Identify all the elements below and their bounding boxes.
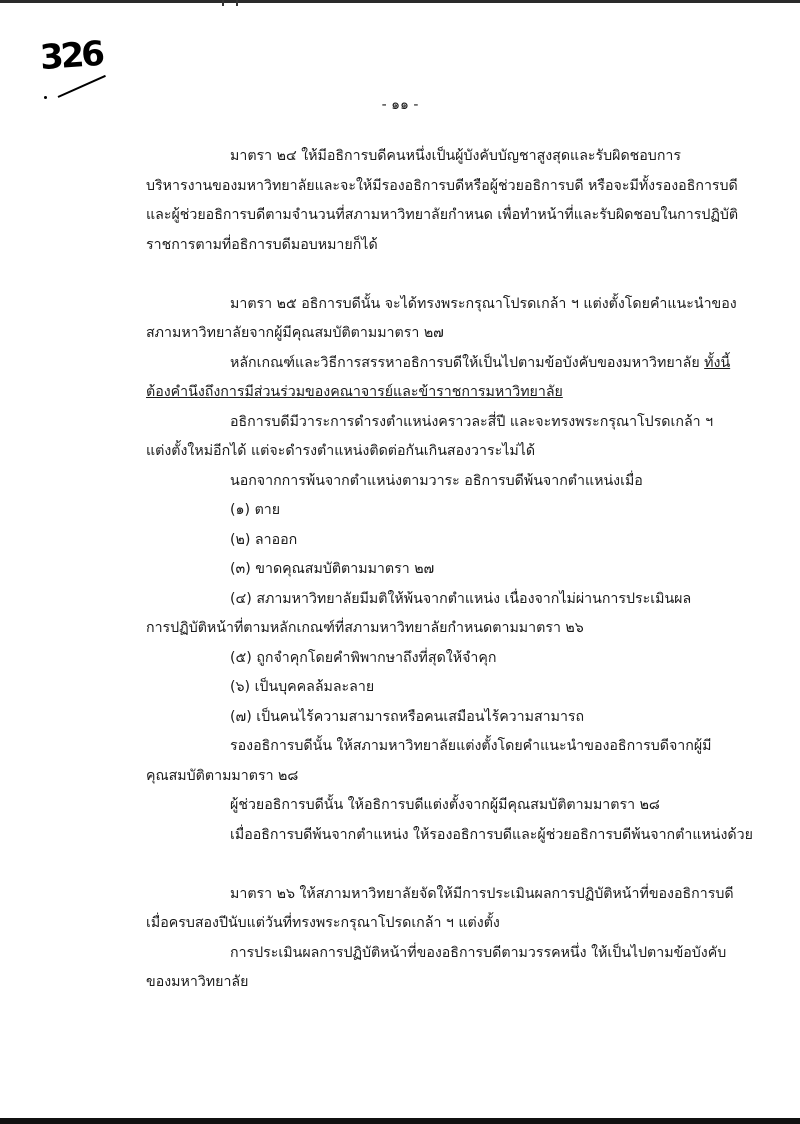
section-26-paragraph-line: มาตรา ๒๖ ให้สภามหาวิทยาลัยจัดให้มีการประเมินผลการปฏิบัติหน้าที่ของอธิการบดี [230, 885, 734, 902]
paragraph-gap [146, 260, 736, 290]
section-25-paragraph-line: นอกจากการพ้นจากตำแหน่งตามวาระ อธิการบดีพ้นจากตำแหน่งเมื่อ [230, 472, 643, 489]
scan-tick-mark [236, 0, 238, 6]
section-24-paragraph-line: ราชการตามที่อธิการบดีมอบหมายก็ได้ [146, 236, 378, 253]
section-25-paragraph-line: คุณสมบัติตามมาตรา ๒๘ [146, 767, 299, 784]
section-25-paragraph-line: เมื่ออธิการบดีพ้นจากตำแหน่ง ให้รองอธิการบดีและผู้ช่วยอธิการบดีพ้นจากตำแหน่งด้วย [230, 826, 753, 843]
section-26-paragraph-line: เมื่อครบสองปีนับแต่วันที่ทรงพระกรุณาโปรดเกล้า ฯ แต่งตั้ง [146, 915, 500, 931]
underlined-paragraph-line: ต้องคำนึงถึงการมีส่วนร่วมของคณาจารย์และข้าราชการมหาวิทยาลัย [146, 384, 563, 400]
paragraph-text: หลักเกณฑ์และวิธีการสรรหาอธิการบดีให้เป็นไปตามข้อบังคับของมหาวิทยาลัย [230, 354, 705, 371]
scan-tick-mark [222, 0, 224, 6]
section-25-paragraph-line: อธิการบดีมีวาระการดำรงตำแหน่งคราวละสี่ปี และจะทรงพระกรุณาโปรดเกล้า ฯ [230, 413, 714, 430]
list-item: (๔) สภามหาวิทยาลัยมีมติให้พ้นจากตำแหน่ง เนื่องจากไม่ผ่านการประเมินผล [230, 590, 692, 607]
section-25-paragraph-line: มาตรา ๒๕ อธิการบดีนั้น จะได้ทรงพระกรุณาโปรดเกล้า ฯ แต่งตั้งโดยคำแนะนำของ [230, 295, 737, 312]
section-26-paragraph-line: ของมหาวิทยาลัย [146, 974, 249, 990]
list-item-continuation: การปฏิบัติหน้าที่ตามหลักเกณฑ์ที่สภามหาวิทยาลัยกำหนดตามมาตรา ๒๖ [146, 620, 584, 636]
paragraph-gap [146, 850, 736, 880]
section-24-paragraph-line: มาตรา ๒๔ ให้มีอธิการบดีคนหนึ่งเป็นผู้บังคับบัญชาสูงสุดและรับผิดชอบการ [230, 148, 681, 164]
list-item: (๓) ขาดคุณสมบัติตามมาตรา ๒๗ [230, 561, 435, 577]
underlined-text: ทั้งนี้ [704, 354, 731, 371]
section-24-paragraph-line: บริหารงานของมหาวิทยาลัยและจะให้มีรองอธิการบดีหรือผู้ช่วยอธิการบดี หรือจะมีทั้งรองอธิการบดี [146, 177, 738, 194]
section-24-paragraph-line: และผู้ช่วยอธิการบดีตามจำนวนที่สภามหาวิทยาลัยกำหนด เพื่อทำหน้าที่และรับผิดชอบในการปฏิบัติ [146, 207, 739, 223]
list-item: (๖) เป็นบุคคลล้มละลาย [230, 679, 375, 695]
scan-top-border [0, 0, 800, 3]
section-25-paragraph-line: รองอธิการบดีนั้น ให้สภามหาวิทยาลัยแต่งตั้งโดยคำแนะนำของอธิการบดีจากผู้มี [230, 738, 712, 754]
page-number: - ๑๑ - [381, 97, 419, 113]
section-25-paragraph-line: สภามหาวิทยาลัยจากผู้มีคุณสมบัติตามมาตรา ๒๗ [146, 325, 444, 341]
list-item: (๑) ตาย [230, 502, 281, 518]
section-25-paragraph-line: ผู้ช่วยอธิการบดีนั้น ให้อธิการบดีแต่งตั้งจากผู้มีคุณสมบัติตามมาตรา ๒๘ [230, 797, 660, 813]
section-25-paragraph-line [146, 349, 736, 379]
scan-bottom-border [0, 1118, 800, 1124]
document-body [146, 142, 753, 998]
section-25-paragraph-line: แต่งตั้งใหม่อีกได้ แต่จะดำรงตำแหน่งติดต่อกันเกินสองวาระไม่ได้ [146, 443, 536, 459]
list-item: (๗) เป็นคนไร้ความสามารถหรือคนเสมือนไร้ความสามารถ [230, 708, 585, 725]
list-item: (๒) ลาออก [230, 531, 298, 548]
section-26-paragraph-line: การประเมินผลการปฏิบัติหน้าที่ของอธิการบดีตามวรรคหนึ่ง ให้เป็นไปตามข้อบังคับ [230, 944, 727, 961]
list-item: (๕) ถูกจำคุกโดยคำพิพากษาถึงที่สุดให้จำคุก [230, 649, 497, 666]
handwritten-page-mark: 326 [38, 33, 104, 79]
